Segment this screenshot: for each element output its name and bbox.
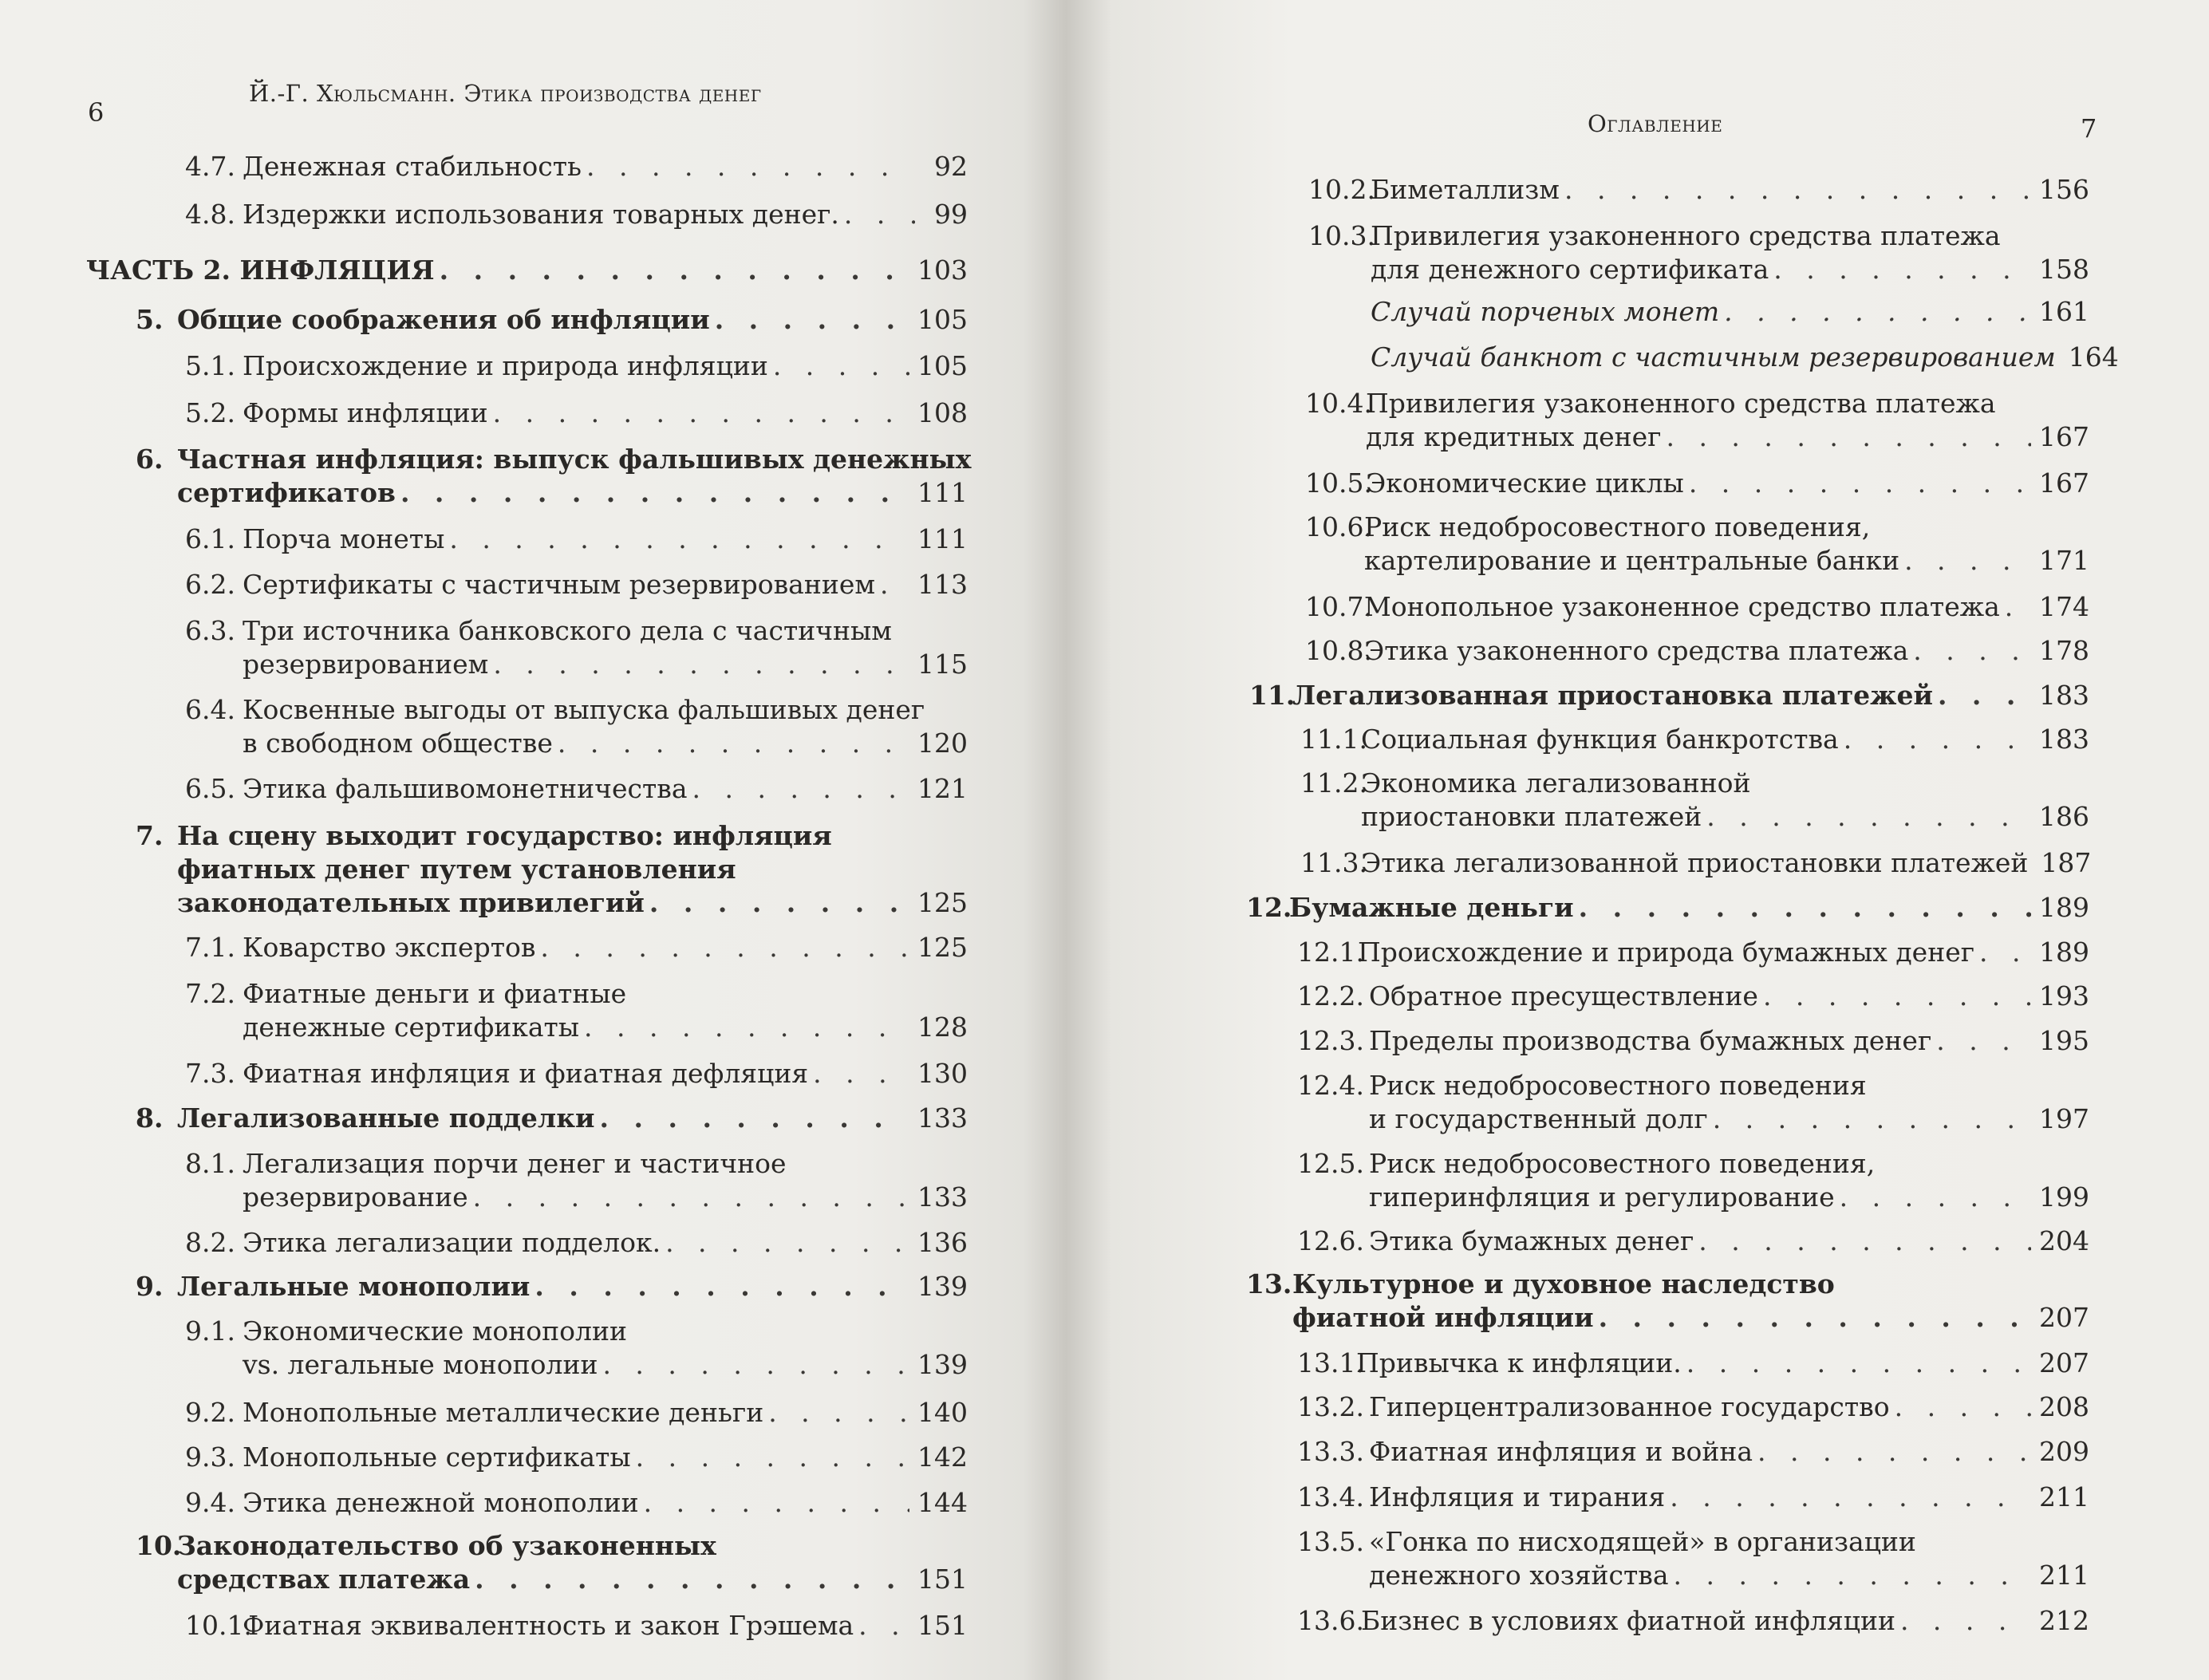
left-page [0,0,1066,1680]
toc-entry-number: 11.1. [1300,724,1367,755]
toc-entry-number: 7. [136,820,164,851]
toc-entry-page: 183 [2039,724,2089,755]
toc-entry-title-line: приостановки платежей [1361,801,1702,832]
toc-entry-page: 195 [2039,1025,2089,1056]
toc-entry-title-line: Привилегия узаконенного средства платежа [1366,388,1996,419]
toc-entry-number: 12.5. [1297,1148,1364,1179]
running-head-left: Й.-Г. Хюльсманн. Этика производства денег [249,80,762,107]
dot-leader [1979,936,2031,969]
toc-entry-title-line: Гиперцентрализованное государство [1369,1391,1890,1422]
toc-entry [185,614,968,681]
toc-entry [86,254,968,287]
toc-entry-number: 13.6. [1297,1605,1364,1636]
toc-entry-title-line: Привычка к инфляции. [1356,1347,1682,1378]
right-page [1066,0,2209,1680]
toc-entry-page: 111 [917,523,968,554]
toc-entry-page: 204 [2039,1225,2089,1256]
toc-entry-page: 139 [917,1349,968,1380]
toc-entry-page: 164 [2068,341,2119,373]
toc-entry-title-line: Бизнес в условиях фиатной инфляции [1361,1605,1895,1636]
toc-entry-number: 8.2. [185,1227,235,1258]
toc-entry [136,1270,968,1303]
toc-entry-title-line: Инфляция и тирания [1369,1481,1666,1512]
toc-entry-title-line: Этика легализации подделок. [243,1227,661,1258]
toc-entry-page: 103 [917,254,968,286]
dot-leader [1904,544,2031,578]
dot-leader [1674,1559,2031,1592]
toc-entry-title-line: Денежная стабильность [243,151,582,182]
dot-leader [558,727,909,760]
toc-entry-title-line: Биметаллизм [1371,174,1560,205]
toc-entry-number: 13.3. [1297,1436,1364,1467]
toc-entry-title-line: денежные сертификаты [243,1012,580,1043]
toc-entry-number: 12.4. [1297,1070,1364,1101]
toc-entry-title-line: Легализованные подделки [177,1102,595,1134]
dot-leader [1713,1102,2031,1136]
toc-entry-page: 136 [917,1227,968,1258]
toc-entry-number: 4.7. [185,151,235,182]
toc-entry-number: 12.6. [1297,1225,1364,1256]
toc-entry-title-line: и государственный долг [1369,1103,1708,1134]
dot-leader [1579,891,2031,925]
toc-entry-number: 9.3. [185,1441,235,1473]
toc-entry-title-line: Культурное и духовное наследство [1292,1268,1835,1299]
toc-entry-title-line: Частная инфляция: выпуск фальшивых денежных [177,444,972,475]
toc-entry-number: 13.1. [1297,1347,1364,1378]
toc-entry-number: 13.4. [1297,1481,1364,1512]
toc-entry [185,150,968,183]
toc-entry [185,772,968,806]
toc-entry-page: 128 [917,1012,968,1043]
toc-entry [1297,1069,2089,1136]
toc-entry [1297,936,2089,969]
toc-entry-title-line: Косвенные выгоды от выпуска фальшивых денег [243,694,925,725]
toc-entry-title-line: Сертификаты с частичным резервированием [243,569,876,600]
toc-entry-number: 9.1. [185,1315,235,1347]
toc-entry-title-line: Риск недобросовестного поведения, [1369,1148,1876,1179]
toc-entry-number: 6.4. [185,694,235,725]
toc-entry [1297,1481,2089,1514]
dot-leader [1599,1301,2031,1335]
toc-entry [185,1315,968,1382]
toc-entry-page: 140 [917,1397,968,1428]
dot-leader [1840,1181,2031,1214]
page-number-left: 6 [88,97,105,128]
toc-entry [1305,511,2089,578]
toc-entry [1305,467,2089,500]
toc-entry-page: 187 [2041,847,2092,878]
running-head-right: Оглавление [1588,110,1723,137]
dot-leader [1757,1435,2031,1469]
toc-entry-title-line: Этика фальшивомонетничества [243,773,688,804]
toc-entry-title-line: Фиатные деньги и фиатные [243,978,627,1009]
toc-entry [1246,891,2089,925]
toc-entry-number: 9. [136,1271,164,1302]
toc-entry-title-line: Экономические циклы [1366,467,1684,499]
toc-entry-title-line: Экономические монополии [243,1315,627,1347]
toc-entry-page: 189 [2039,892,2089,923]
toc-entry-title-line: Риск недобросовестного поведения, [1364,511,1871,542]
toc-entry-number: 6. [136,444,164,475]
toc-entry-number: 13.2. [1297,1391,1364,1422]
toc-entry-number: 9.4. [185,1487,235,1518]
dot-leader [1895,1390,2031,1424]
toc-entry-number: 11.2. [1300,767,1367,799]
toc-entry-page: 105 [917,304,968,335]
toc-entry-page: 133 [917,1102,968,1134]
dot-leader [600,1102,909,1135]
toc-entry-title-line: для кредитных денег [1366,421,1662,452]
toc-entry-title-line: денежного хозяйства [1369,1560,1669,1591]
toc-entry-title-line: Фиатная инфляция и война [1369,1436,1753,1467]
toc-entry [1297,1435,2089,1469]
toc-entry-number: 8. [136,1102,164,1134]
dot-leader [440,254,909,287]
toc-entry-number: 7.1. [185,932,235,963]
toc-entry [1371,341,2119,374]
toc-entry [185,931,968,964]
dot-leader [1844,723,2031,756]
toc-entry-title-line: Происхождение и природа инфляции [243,350,768,381]
toc-entry-page: 183 [2039,680,2089,711]
dot-leader [584,1011,909,1044]
dot-leader [493,648,909,681]
toc-entry-page: 211 [2039,1560,2089,1591]
toc-entry [1297,1604,2089,1638]
dot-leader [1724,295,2031,329]
toc-entry-page: 158 [2039,254,2089,285]
toc-entry-title-line: Легальные монополии [177,1271,531,1302]
toc-entry [136,1102,968,1135]
toc-entry [185,1486,968,1520]
toc-entry-title-line: Издержки использования товарных денег. [243,199,839,230]
toc-entry [1297,1347,2089,1380]
toc-entry-title-line: Привилегия узаконенного средства платежа [1371,220,2001,251]
dot-leader [715,303,909,337]
toc-entry-number: 13.5. [1297,1526,1364,1557]
toc-entry-number: 10.7. [1305,591,1372,622]
toc-entry [1297,1147,2089,1214]
dot-leader [449,523,909,556]
toc-entry-title-line: фиатных денег путем установления [177,854,736,885]
toc-entry-page: 144 [917,1487,968,1518]
toc-entry [185,1147,968,1214]
dot-leader [1938,679,2031,712]
dot-leader [586,150,915,183]
toc-entry [185,1226,968,1260]
toc-entry [1249,679,2089,712]
toc-entry-title-line: «Гонка по нисходящей» в организации [1369,1526,1916,1557]
toc-entry-page: 178 [2039,635,2089,666]
toc-entry-number: 5.2. [185,397,235,428]
toc-entry-title-line: Обратное пресуществление [1369,980,1758,1012]
toc-entry [185,568,968,601]
toc-entry-page: 125 [917,932,968,963]
toc-entry-title-line: Легализация порчи денег и частичное [243,1148,787,1179]
toc-entry-number: 13. [1246,1268,1292,1299]
toc-entry-title-line: в свободном обществе [243,728,553,759]
toc-entry-title-line: Фиатная инфляция и фиатная дефляция [243,1058,809,1089]
dot-leader [665,1226,909,1260]
dot-leader [1773,253,2031,286]
toc-entry-title-line: Этика легализованной приостановки платежей [1361,847,2029,878]
toc-entry [1300,846,2092,880]
dot-leader [493,396,909,430]
toc-entry-page: 115 [917,649,968,680]
toc-entry-page: 174 [2039,591,2089,622]
toc-entry-number: 12.1. [1297,937,1364,968]
dot-leader [773,349,909,383]
toc-entry [185,1609,968,1643]
toc-entry-number: 10.2. [1308,174,1375,205]
toc-entry [136,443,972,510]
toc-entry-number: 4.8. [185,199,235,230]
toc-entry-title-line: картелирование и центральные банки [1364,545,1900,576]
toc-entry-page: 121 [917,773,968,804]
toc-entry-title-line: фиатной инфляции [1292,1302,1594,1333]
toc-entry [185,349,968,383]
toc-entry-title-line: На сцену выходит государство: инфляция [177,820,832,851]
toc-entry [1297,1225,2089,1258]
toc-entry-page: 197 [2039,1103,2089,1134]
toc-entry-title-line: Монопольные сертификаты [243,1441,631,1473]
toc-entry-title-line: Происхождение и природа бумажных денег [1358,937,1975,968]
toc-entry-page: 193 [2039,980,2089,1012]
toc-entry-title-line: Легализованная приостановка платежей [1292,680,1933,711]
toc-entry-page: 120 [917,728,968,759]
dot-leader [1686,1347,2031,1380]
dot-leader [2005,590,2031,624]
dot-leader [1913,634,2031,668]
toc-entry-number: 10.4. [1305,388,1372,419]
dot-leader [1689,467,2031,500]
toc-entry-number: 11. [1249,680,1296,711]
toc-entry-title-line: Социальная функция банкротства [1361,724,1839,755]
toc-entry-title-line: Случай порченых монет [1371,296,1720,327]
toc-entry [185,523,968,556]
toc-entry [1305,590,2089,624]
toc-entry [1308,173,2089,207]
dot-leader [858,1609,909,1643]
dot-leader [1900,1604,2031,1638]
toc-entry-number: 12.2. [1297,980,1364,1012]
toc-entry-title-line: Бумажные деньги [1289,892,1574,923]
toc-entry [1308,219,2089,286]
toc-entry [1297,1390,2089,1424]
toc-entry-page: 130 [917,1058,968,1089]
toc-entry-page: 209 [2039,1436,2089,1467]
toc-entry-title-line: vs. легальные монополии [243,1349,598,1380]
toc-entry-title-line: Порча монеты [243,523,445,554]
toc-entry-page: 199 [2039,1181,2089,1213]
toc-entry-page: 207 [2039,1302,2089,1333]
dot-leader [1564,173,2031,207]
toc-entry-page: 211 [2039,1481,2089,1512]
dot-leader [1670,1481,2031,1514]
toc-entry-title-line: резервированием [243,649,489,680]
toc-entry-title-line: Коварство экспертов [243,932,536,963]
toc-entry-page: 171 [2039,545,2089,576]
toc-entry-number: 6.3. [185,615,235,646]
toc-entry [1371,295,2089,329]
toc-entry [185,198,968,231]
toc-entry-number: 11.3. [1300,847,1367,878]
dot-leader [880,568,909,601]
toc-entry-title-line: сертификатов [177,477,396,508]
toc-entry-title-line: Три источника банковского дела с частичным [243,615,892,646]
toc-entry-title-line: Фиатная эквивалентность и закон Грэшема [243,1610,854,1641]
toc-entry-title-line: ЧАСТЬ 2. ИНФЛЯЦИЯ [86,254,435,286]
dot-leader [473,1181,909,1214]
toc-entry-number: 10.8. [1305,635,1372,666]
toc-entry-page: 92 [934,151,968,182]
page-number-right: 7 [2081,113,2097,144]
toc-entry [1300,767,2089,834]
dot-leader [1706,800,2031,834]
dot-leader [768,1396,909,1430]
toc-entry-page: 105 [917,350,968,381]
toc-entry-title-line: Этика узаконенного средства платежа [1364,635,1909,666]
toc-entry-page: 113 [917,569,968,600]
dot-leader [475,1563,909,1596]
toc-entry [1305,634,2089,668]
toc-entry-page: 133 [917,1181,968,1213]
toc-entry-title-line: Экономика легализованной [1361,767,1751,799]
toc-entry-page: 108 [917,397,968,428]
toc-entry [1297,1525,2089,1592]
toc-entry-page: 151 [917,1610,968,1641]
toc-entry-title-line: законодательных привилегий [177,887,645,918]
toc-entry-page: 142 [917,1441,968,1473]
toc-entry [1305,387,2089,454]
toc-entry-number: 6.1. [185,523,235,554]
dot-leader [1666,420,2031,454]
toc-entry-title-line: Законодательство об узаконенных [177,1530,716,1561]
toc-entry-page: 161 [2039,296,2089,327]
toc-entry [185,693,968,760]
toc-entry [185,977,968,1044]
toc-entry-title-line: Риск недобросовестного поведения [1369,1070,1867,1101]
toc-entry-title-line: Общие соображения об инфляции [177,304,710,335]
dot-leader [400,476,909,510]
toc-entry [185,1057,968,1090]
toc-entry-number: 10.3. [1308,220,1375,251]
toc-entry [136,1529,968,1596]
toc-entry-title-line: Пределы производства бумажных денег [1369,1025,1932,1056]
toc-entry-page: 167 [2039,421,2089,452]
toc-entry-number: 10.5. [1305,467,1372,499]
toc-entry [1297,1024,2089,1058]
toc-entry-number: 12.3. [1297,1025,1364,1056]
toc-entry-number: 9.2. [185,1397,235,1428]
toc-entry-page: 186 [2039,801,2089,832]
toc-entry-number: 5. [136,304,164,335]
toc-entry [136,303,968,337]
toc-entry-title-line: Формы инфляции [243,397,488,428]
toc-entry [185,1396,968,1430]
dot-leader [540,931,909,964]
toc-entry-page: 156 [2039,174,2089,205]
toc-entry-number: 12. [1246,892,1292,923]
toc-entry-title-line: для денежного сертификата [1371,254,1769,285]
toc-entry [136,819,968,920]
dot-leader [636,1441,909,1474]
toc-entry-number: 6.2. [185,569,235,600]
toc-entry-number: 7.3. [185,1058,235,1089]
toc-entry-number: 5.1. [185,350,235,381]
toc-entry [1300,723,2089,756]
dot-leader [534,1270,909,1303]
toc-entry-page: 139 [917,1271,968,1302]
toc-entry [185,396,968,430]
dot-leader [1698,1225,2031,1258]
toc-entry-title-line: Случай банкнот с частичным резервированием [1371,341,2056,373]
toc-entry-title-line: Этика бумажных денег [1369,1225,1694,1256]
toc-entry-page: 189 [2039,937,2089,968]
toc-entry-number: 10. [136,1530,182,1561]
toc-entry-page: 212 [2039,1605,2089,1636]
toc-entry [1246,1268,2089,1335]
toc-entry-page: 111 [917,477,968,508]
toc-entry-title-line: резервирование [243,1181,468,1213]
toc-entry-page: 99 [934,199,968,230]
toc-entry-page: 208 [2039,1391,2089,1422]
dot-leader [844,198,915,231]
dot-leader [1763,980,2031,1013]
dot-leader [1936,1024,2031,1058]
toc-entry-title-line: гиперинфляция и регулирование [1369,1181,1835,1213]
toc-entry [1297,980,2089,1013]
dot-leader [649,886,909,920]
dot-leader [602,1348,909,1382]
toc-entry-title-line: Монопольное узаконенное средство платежа [1364,591,2000,622]
toc-entry-number: 10.1. [185,1610,252,1641]
toc-entry-number: 10.6. [1305,511,1372,542]
toc-entry-number: 6.5. [185,773,235,804]
toc-entry-page: 167 [2039,467,2089,499]
toc-entry [185,1441,968,1474]
dot-leader [813,1057,909,1090]
toc-entry-page: 207 [2039,1347,2089,1378]
toc-entry-title-line: средствах платежа [177,1564,471,1595]
dot-leader [644,1486,909,1520]
toc-entry-page: 151 [917,1564,968,1595]
toc-entry-number: 8.1. [185,1148,235,1179]
dot-leader [692,772,910,806]
toc-entry-title-line: Монопольные металлические деньги [243,1397,764,1428]
toc-entry-number: 7.2. [185,978,235,1009]
toc-entry-title-line: Этика денежной монополии [243,1487,639,1518]
toc-entry-page: 125 [917,887,968,918]
